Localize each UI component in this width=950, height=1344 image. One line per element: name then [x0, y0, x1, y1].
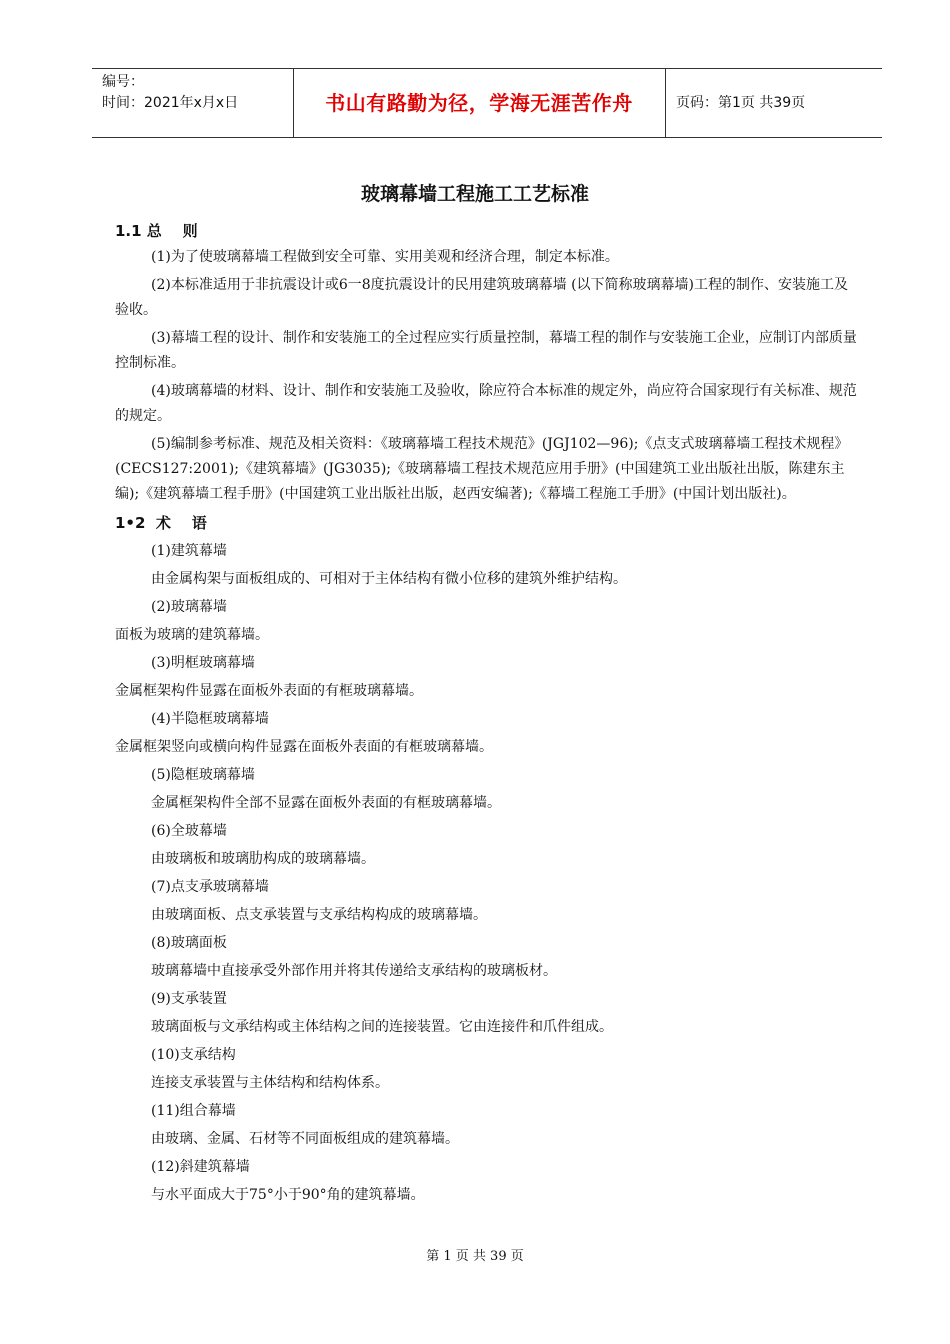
- term-definition: 玻璃幕墙中直接承受外部作用并将其传递给支承结构的玻璃板材。: [151, 963, 557, 979]
- term-definition: 玻璃面板与文承结构或主体结构之间的连接装置。它由连接件和爪件组成。: [151, 1019, 613, 1035]
- header-table: [92, 68, 882, 138]
- term-title: (12)斜建筑幕墙: [151, 1159, 250, 1175]
- document-body: [115, 218, 860, 1209]
- term-definition: 与水平面成大于75°小于90°角的建筑幕墙。: [151, 1187, 425, 1203]
- term-title: (4)半隐框玻璃幕墙: [151, 711, 269, 727]
- header-divider: [665, 69, 666, 137]
- term-title: (1)建筑幕墙: [151, 543, 227, 559]
- term-title: (11)组合幕墙: [151, 1103, 236, 1119]
- section-heading-general: 1.1 总 则: [115, 222, 198, 240]
- paragraph: (5)编制参考标准、规范及相关资料：《玻璃幕墙工程技术规范》(JGJ102—96);《点支式玻璃幕墙工程技术规程》(CECS127:2001);《建筑幕墙》(JG3035);《玻璃幕墙工程技术规范应用手册》(中国建筑工业出版社出版，陈建东主编);《建筑幕墙工程手册》(中国建筑工业出版社出版，赵西安编著);《幕墙工程施工手册》(中国计划出版社)。: [115, 436, 849, 502]
- term-title: (5)隐框玻璃幕墙: [151, 767, 255, 783]
- term-title: (3)明框玻璃幕墙: [151, 655, 255, 671]
- term-definition: 金属框架竖向或横向构件显露在面板外表面的有框玻璃幕墙。: [115, 739, 493, 755]
- term-definition: 金属框架构件全部不显露在面板外表面的有框玻璃幕墙。: [151, 795, 501, 811]
- term-definition: 由玻璃板和玻璃肋构成的玻璃幕墙。: [151, 851, 375, 867]
- term-title: (2)玻璃幕墙: [151, 599, 227, 615]
- term-definition: 由金属构架与面板组成的、可相对于主体结构有微小位移的建筑外维护结构。: [151, 571, 627, 587]
- term-definition: 由玻璃、金属、石材等不同面板组成的建筑幕墙。: [151, 1131, 459, 1147]
- paragraph: (3)幕墙工程的设计、制作和安装施工的全过程应实行质量控制，幕墙工程的制作与安装施工企业，应制订内部质量控制标准。: [115, 330, 857, 371]
- term-title: (8)玻璃面板: [151, 935, 227, 951]
- term-title: (6)全玻幕墙: [151, 823, 227, 839]
- page-footer: 第 1 页 共 39 页: [426, 1249, 524, 1264]
- time-label: 时间：2021年x月x日: [102, 95, 239, 111]
- header-motto: 书山有路勤为径，学海无涯苦作舟: [325, 91, 633, 115]
- term-definition: 金属框架构件显露在面板外表面的有框玻璃幕墙。: [115, 683, 423, 699]
- header-page-info: 页码：第1页 共39页: [676, 95, 806, 111]
- paragraph: (1)为了使玻璃幕墙工程做到安全可靠、实用美观和经济合理，制定本标准。: [151, 249, 619, 265]
- term-title: (9)支承装置: [151, 991, 227, 1007]
- term-definition: 面板为玻璃的建筑幕墙。: [115, 627, 269, 643]
- document-title: 玻璃幕墙工程施工工艺标准: [360, 183, 589, 205]
- header-meta: [102, 72, 238, 114]
- term-title: (7)点支承玻璃幕墙: [151, 879, 269, 895]
- term-definition: 连接支承装置与主体结构和结构体系。: [151, 1075, 389, 1091]
- code-label: 编号：: [102, 74, 144, 90]
- section-heading-terms: 1•2 术 语: [115, 514, 207, 532]
- paragraph: (2)本标准适用于非抗震设计或6一8度抗震设计的民用建筑玻璃幕墙 (以下简称玻璃幕墙)工程的制作、安装施工及验收。: [115, 277, 849, 318]
- term-title: (10)支承结构: [151, 1047, 236, 1063]
- term-definition: 由玻璃面板、点支承装置与支承结构构成的玻璃幕墙。: [151, 907, 487, 923]
- paragraph: (4)玻璃幕墙的材料、设计、制作和安装施工及验收，除应符合本标准的规定外，尚应符合国家现行有关标准、规范的规定。: [115, 383, 857, 424]
